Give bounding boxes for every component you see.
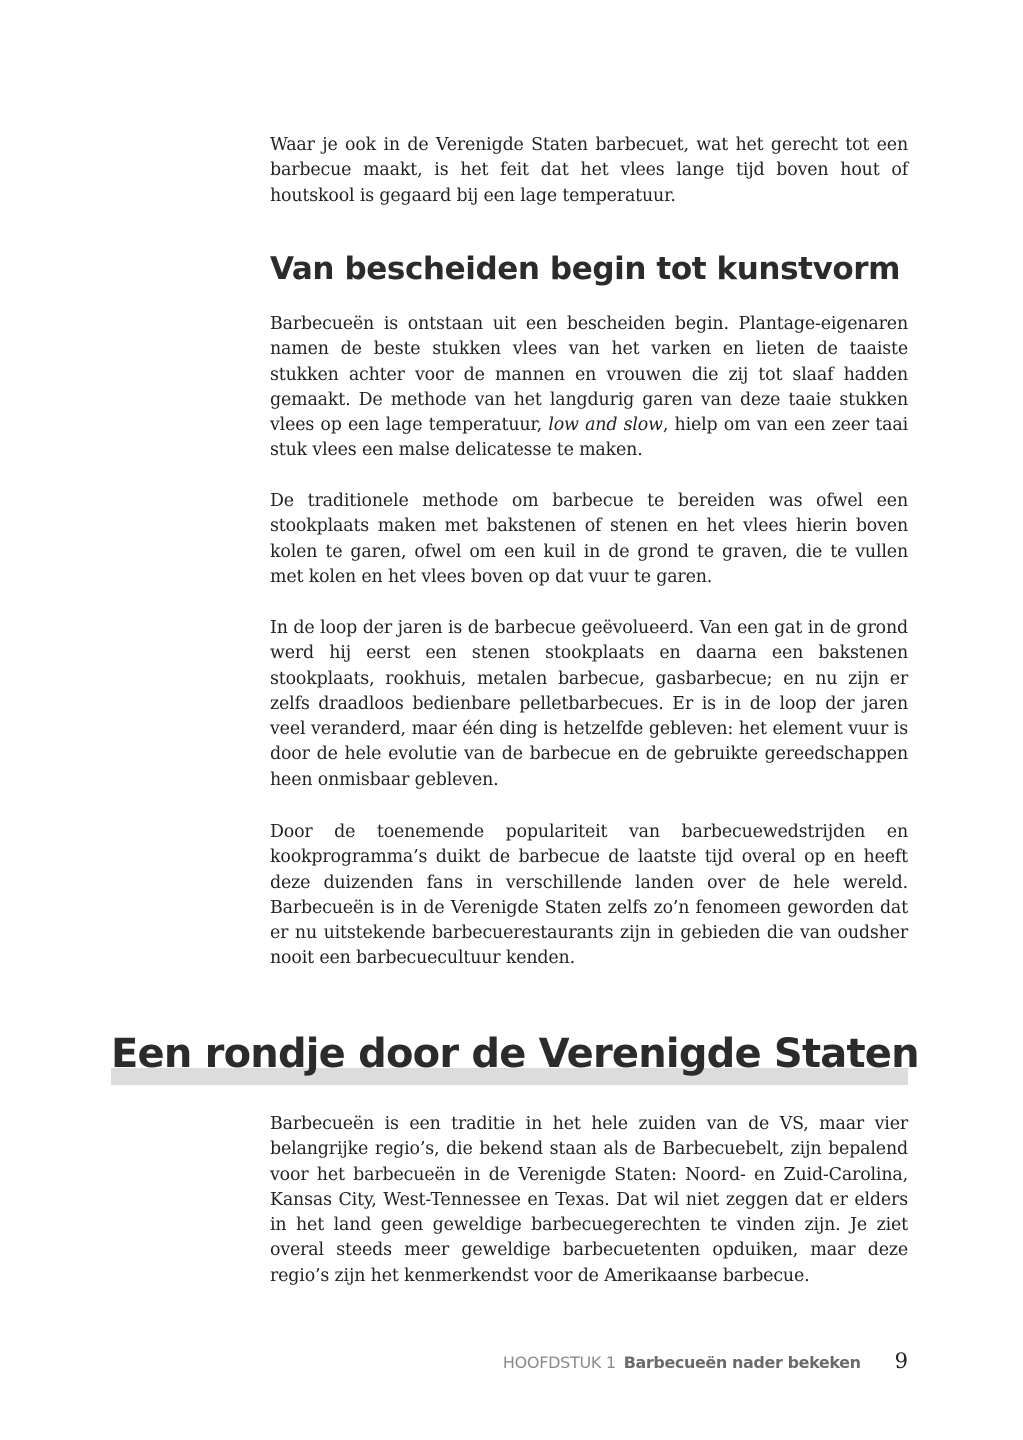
chapter-section-heading: Een rondje door de Verenigde Staten [111, 1031, 919, 1077]
section-heading: Van bescheiden begin tot kunstvorm [270, 251, 901, 287]
low-and-slow-italic: low and slow [548, 415, 663, 436]
intro-paragraph: Waar je ook in de Verenigde Staten barbecuet, wat het gerecht tot een barbecue maakt, is het feit dat het vlees lange tijd boven hout of houtskool is gegaard bij een lage temperatuur. [270, 135, 908, 206]
paragraph-origins-text-b: , hielp om van een zeer taai stuk vlees een malse delicatesse te maken. [270, 415, 908, 461]
paragraph-evolution: In de loop der jaren is de barbecue geëvolueerd. Van een gat in de grond werd hij eerst een stenen stookplaats en daarna een bakstenen stookplaats, rookhuis, metalen barbecue, gasbarbecue; en nu zijn er zelfs draadloos bedienbare pelletbarbecues. Er is in de loop der jaren veel veranderd, maar één ding is hetzelfde gebleven: het element vuur is door de hele evolutie van de barbecue en de gebruikte gereedschappen heen onmisbaar gebleven. [270, 618, 908, 790]
footer-chapter-title: Barbecueën nader bekeken [623, 1353, 861, 1372]
paragraph-origins [270, 312, 908, 464]
page-number: 9 [894, 1349, 908, 1373]
page-footer [503, 1349, 908, 1373]
footer-chapter-label: HOOFDSTUK 1 [502, 1353, 616, 1372]
paragraph-origins-text-a: Barbecueën is ontstaan uit een bescheiden begin. Plantage-eigenaren namen de beste stukken vlees van het varken en lieten de taaiste stukken achter voor de mannen en vrouwen die zij tot slaaf hadden gemaakt. De methode van het langdurig garen van deze taaie stukken vlees op een lage temperatuur, [270, 314, 908, 436]
paragraph-barbecue-belt: Barbecueën is een traditie in het hele zuiden van de VS, maar vier belangrijke regio’s, die bekend staan als de Barbecuebelt, zijn bepalend voor het barbecueën in de Verenigde Staten: Noord- en Zuid-Carolina, Kansas City, West-Tennessee en Texas. Dat wil niet zeggen dat er elders in het land geen geweldige barbecuegerechten te vinden zijn. Je ziet overal steeds meer geweldige barbecuetenten opduiken, maar deze regio’s zijn het kenmerkendst voor de Amerikaanse barbecue. [270, 1114, 908, 1286]
paragraph-popularity: Door de toenemende populariteit van barbecuewedstrijden en kookprogramma’s duikt de barbecue de laatste tijd overal op en heeft deze duizenden fans in verschillende landen over de hele wereld. Barbecueën is in de Verenigde Staten zelfs zo’n fenomeen geworden dat er nu uitstekende barbecuerestaurants zijn in gebieden die van oudsher nooit een barbecuecultuur kenden. [270, 822, 908, 969]
paragraph-traditional-method: De traditionele methode om barbecue te bereiden was ofwel een stookplaats maken met bakstenen of stenen en het vlees hierin boven kolen te garen, ofwel om een kuil in de grond te graven, die te vullen met kolen en het vlees boven op dat vuur te garen. [270, 491, 908, 587]
